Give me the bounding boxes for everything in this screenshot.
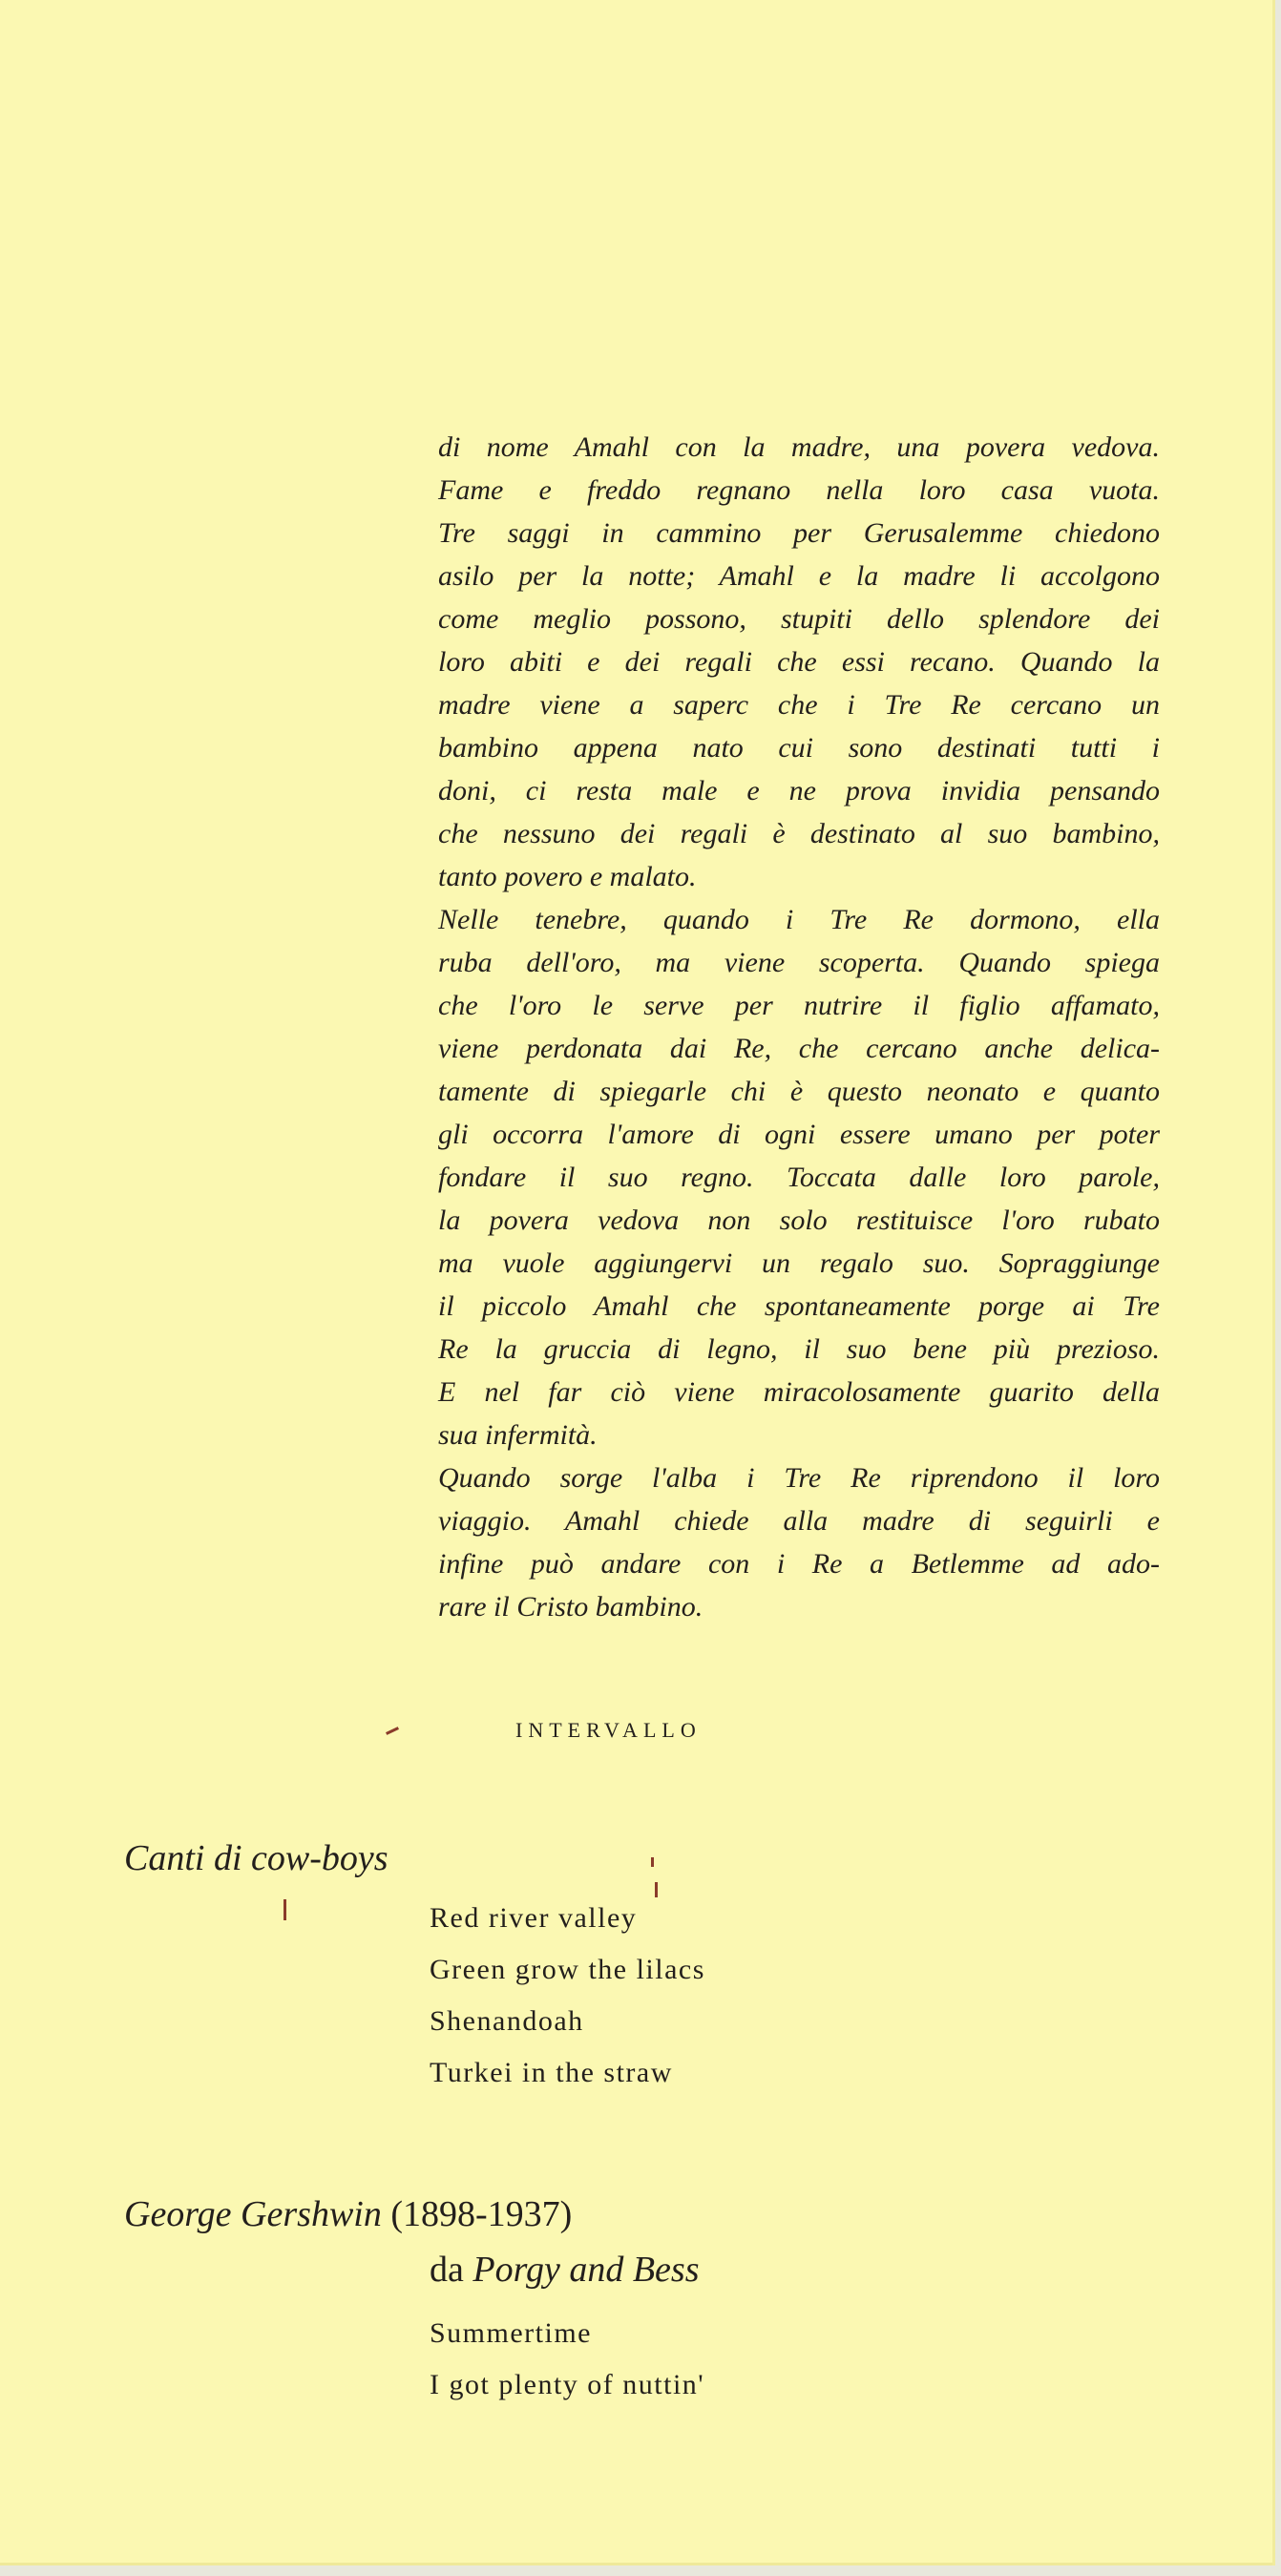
song-title: Shenandoah xyxy=(430,2005,584,2037)
synopsis-line: Re la gruccia di legno, il suo bene più prezioso. xyxy=(438,1333,1160,1365)
cowboy-song-list xyxy=(430,1893,705,2099)
opera-source-line xyxy=(430,2249,700,2291)
synopsis-line: asilo per la notte; Amahl e la madre li accolgono xyxy=(438,560,1160,592)
synopsis-line: che nessuno dei regali è destinato al suo bambino, xyxy=(438,818,1160,849)
synopsis-line: sua infermità. xyxy=(438,1419,598,1451)
synopsis-line: che l'oro le serve per nutrire il figlio affamato, xyxy=(438,990,1160,1021)
synopsis-line: tamente di spiegarle chi è questo neonato e quanto xyxy=(438,1076,1160,1107)
composer-heading xyxy=(124,2193,572,2235)
synopsis-line: tanto povero e malato. xyxy=(438,861,697,892)
synopsis-text xyxy=(438,426,1160,1628)
pencil-mark xyxy=(651,1857,654,1867)
synopsis-line: ma vuole aggiungervi un regalo suo. Sopraggiunge xyxy=(438,1247,1160,1279)
synopsis-line: Tre saggi in cammino per Gerusalemme chiedono xyxy=(438,517,1160,549)
song-title: Red river valley xyxy=(430,1902,638,1934)
synopsis-line: viene perdonata dai Re, che cercano anche delica- xyxy=(438,1033,1160,1064)
synopsis-line: gli occorra l'amore di ogni essere umano per poter xyxy=(438,1119,1160,1150)
pencil-mark xyxy=(655,1882,658,1897)
synopsis-line: ruba dell'oro, ma viene scoperta. Quando spiega xyxy=(438,947,1160,978)
opera-title: Porgy and Bess xyxy=(472,2250,700,2290)
synopsis-line: Nelle tenebre, quando i Tre Re dormono, ella xyxy=(438,904,1160,935)
song-title: I got plenty of nuttin' xyxy=(430,2369,705,2400)
synopsis-line: di nome Amahl con la madre, una povera vedova. xyxy=(438,431,1160,463)
composer-name: George Gershwin xyxy=(124,2194,382,2234)
interval-heading: INTERVALLO xyxy=(515,1718,702,1742)
pencil-mark xyxy=(386,1727,399,1735)
song-title: Green grow the lilacs xyxy=(430,1954,705,1985)
synopsis-line: doni, ci resta male e ne prova invidia pensando xyxy=(438,775,1160,806)
source-prefix: da xyxy=(430,2250,464,2290)
synopsis-line: fondare il suo regno. Toccata dalle loro parole, xyxy=(438,1162,1160,1193)
synopsis-line: bambino appena nato cui sono destinati tutti i xyxy=(438,732,1160,764)
synopsis-line: madre viene a saperc che i Tre Re cercano un xyxy=(438,689,1160,721)
synopsis-line: viaggio. Amahl chiede alla madre di seguirli e xyxy=(438,1505,1160,1537)
synopsis-line: il piccolo Amahl che spontaneamente porge ai Tre xyxy=(438,1290,1160,1322)
synopsis-line: infine può andare con i Re a Betlemme ad ado- xyxy=(438,1548,1160,1580)
gershwin-song-list xyxy=(430,2308,704,2411)
composer-dates: (1898-1937) xyxy=(390,2194,573,2234)
song-title: Turkei in the straw xyxy=(430,2057,673,2088)
song-title: Summertime xyxy=(430,2317,592,2349)
cowboy-songs-heading: Canti di cow-boys xyxy=(124,1838,388,1878)
synopsis-line: come meglio possono, stupiti dello splendore dei xyxy=(438,603,1160,635)
synopsis-line: loro abiti e dei regali che essi recano. Quando la xyxy=(438,646,1160,678)
synopsis-line: rare il Cristo bambino. xyxy=(438,1591,704,1623)
synopsis-line: E nel far ciò viene miracolosamente guarito della xyxy=(438,1376,1160,1408)
synopsis-line: la povera vedova non solo restituisce l'oro rubato xyxy=(438,1204,1160,1236)
synopsis-line: Quando sorge l'alba i Tre Re riprendono il loro xyxy=(438,1462,1160,1494)
pencil-mark xyxy=(284,1899,286,1920)
synopsis-line: Fame e freddo regnano nella loro casa vuota. xyxy=(438,474,1160,506)
